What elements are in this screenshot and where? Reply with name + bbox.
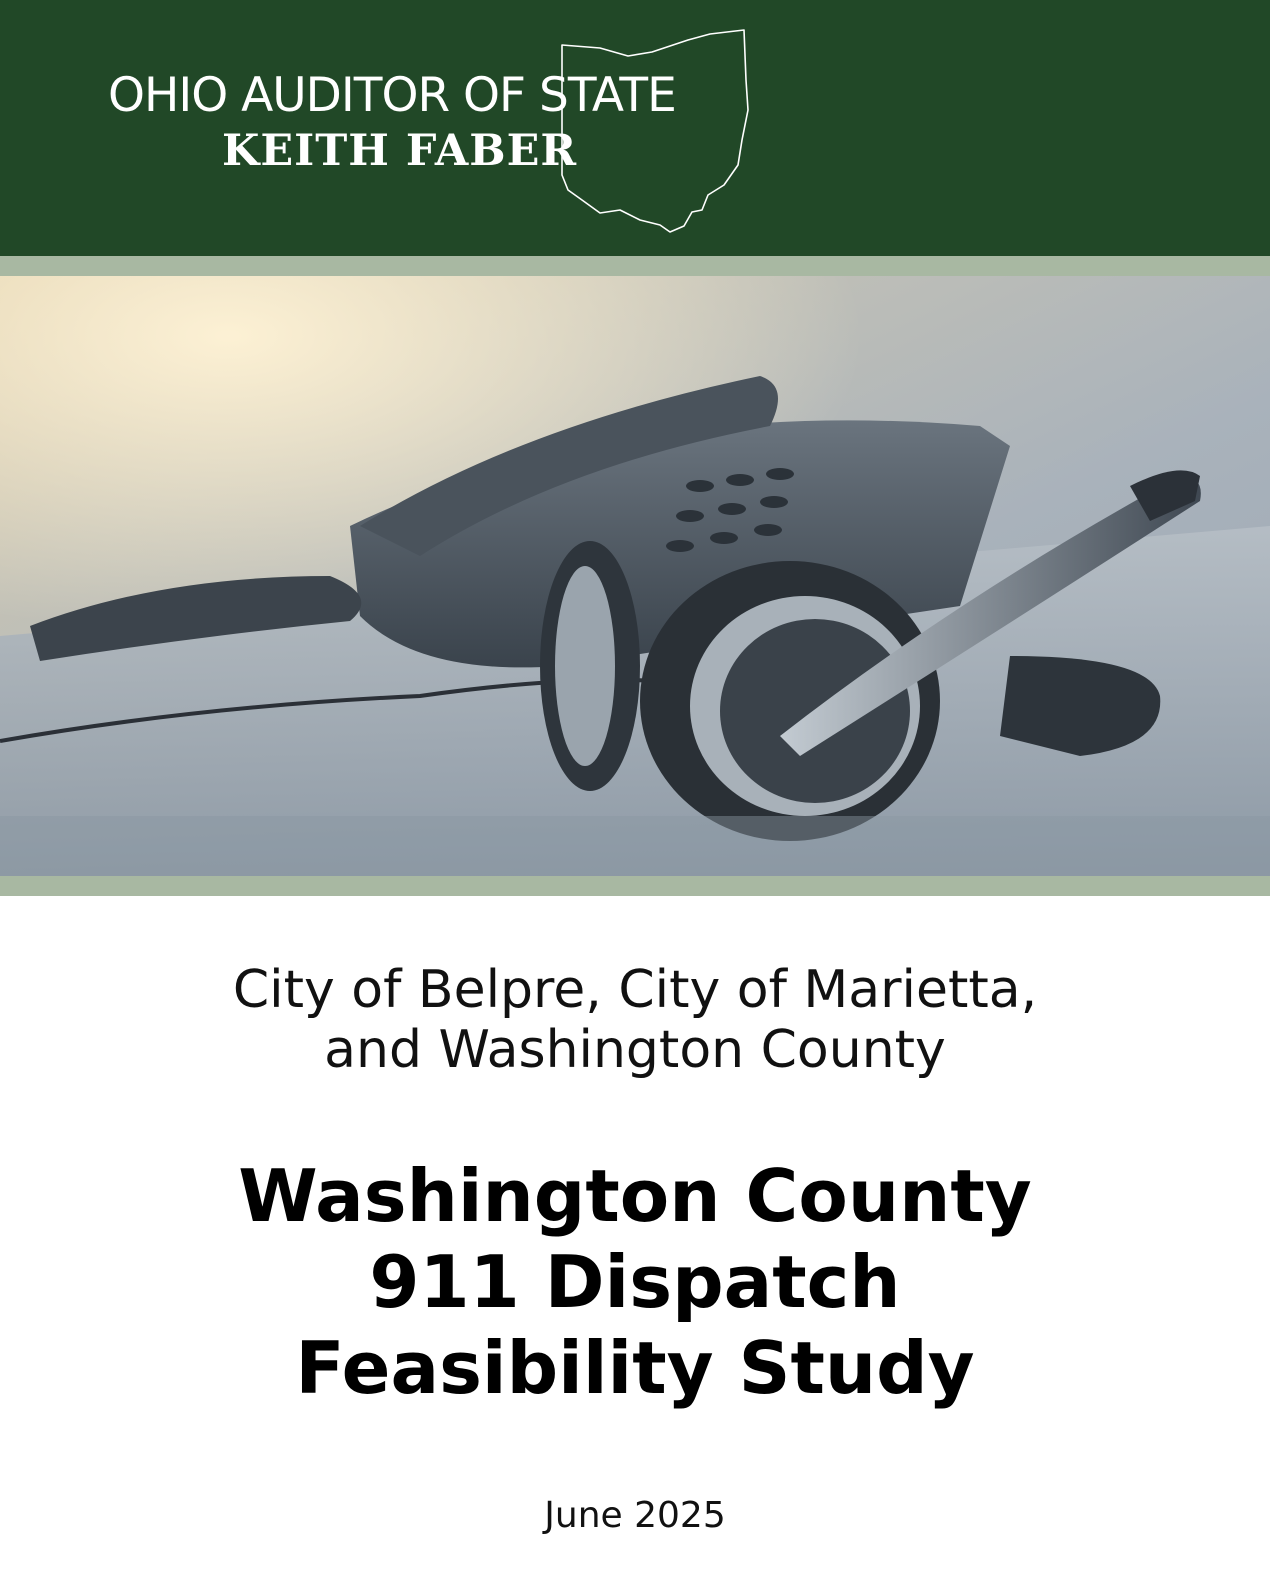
auditor-header-banner bbox=[0, 0, 1270, 256]
accent-stripe-top bbox=[0, 256, 1270, 276]
ohio-state-outline-icon bbox=[0, 0, 1270, 256]
report-title-line-3: Feasibility Study bbox=[295, 1326, 975, 1410]
report-title bbox=[0, 1153, 1270, 1411]
auditor-office-name: OHIO AUDITOR OF STATE bbox=[108, 68, 676, 123]
entities-line-1: City of Belpre, City of Marietta, bbox=[232, 960, 1038, 1020]
report-title-line-1: Washington County bbox=[238, 1154, 1032, 1238]
telephone-and-headset-photo bbox=[0, 276, 1270, 876]
auditor-name: KEITH FABER bbox=[222, 126, 578, 176]
entities-line-2: and Washington County bbox=[324, 1020, 946, 1080]
accent-stripe-bottom bbox=[0, 876, 1270, 896]
report-date: June 2025 bbox=[544, 1495, 726, 1536]
report-title-line-2: 911 Dispatch bbox=[369, 1240, 901, 1324]
audited-entities bbox=[0, 960, 1270, 1080]
